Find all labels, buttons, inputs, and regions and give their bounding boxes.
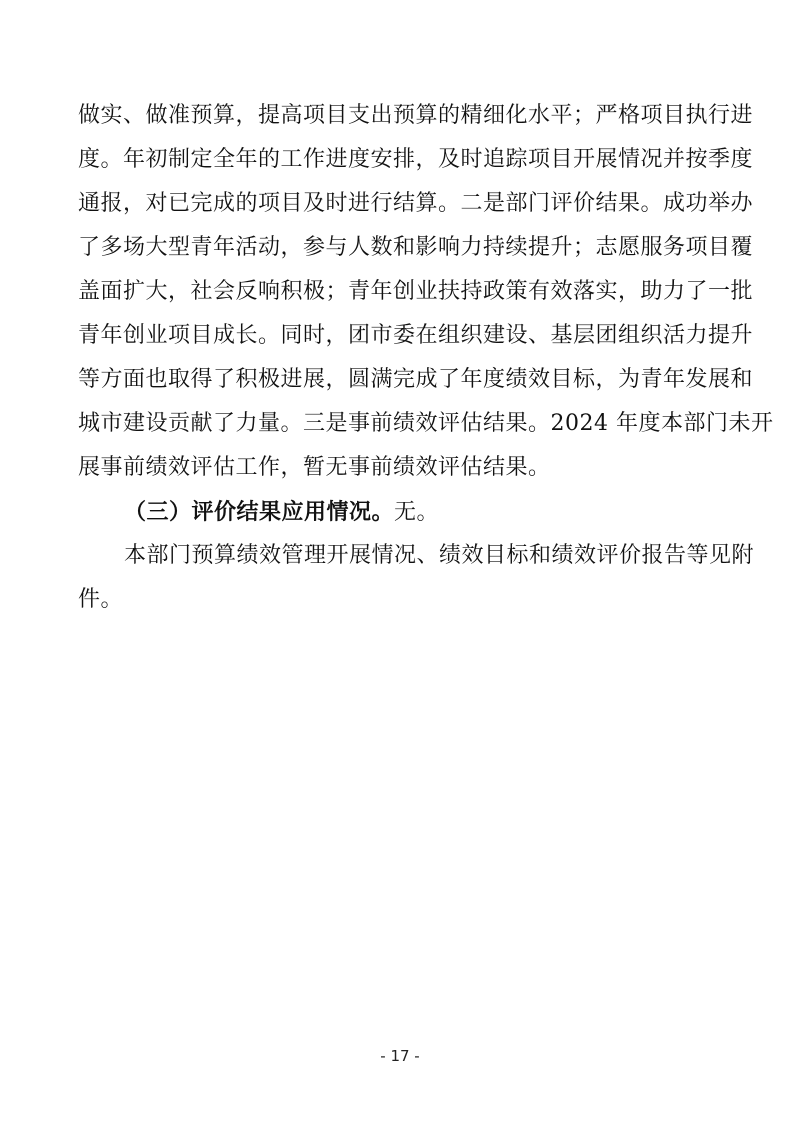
section-heading-line bbox=[124, 498, 728, 527]
page-number: - 17 - bbox=[380, 1047, 420, 1065]
paragraph-line-1: 做实、做准预算，提高项目支出预算的精细化水平；严格项目执行进 bbox=[78, 103, 754, 128]
paragraph-line-2: 度。年初制定全年的工作进度安排，及时追踪项目开展情况并按季度 bbox=[78, 147, 754, 172]
paragraph-line-9: 展事前绩效评估工作，暂无事前绩效评估结果。 bbox=[78, 455, 551, 480]
paragraph-line-7: 等方面也取得了积极进展，圆满完成了年度绩效目标，为青年发展和 bbox=[78, 367, 754, 392]
section-heading: （三）评价结果应用情况。 bbox=[124, 499, 395, 525]
closing-line-1: 本部门预算绩效管理开展情况、绩效目标和绩效评价报告等见附 bbox=[124, 543, 755, 568]
paragraph-line-3: 通报，对已完成的项目及时进行结算。二是部门评价结果。成功举办 bbox=[78, 191, 754, 216]
section-text: 无。 bbox=[394, 500, 440, 525]
paragraph-line-4: 了多场大型青年活动，参与人数和影响力持续提升；志愿服务项目覆 bbox=[78, 235, 754, 260]
paragraph-line-5: 盖面扩大，社会反响积极；青年创业扶持政策有效落实，助力了一批 bbox=[78, 279, 754, 304]
paragraph-line-8: 城市建设贡献了力量。三是事前绩效评估结果。2024 年度本部门未开 bbox=[78, 411, 774, 436]
paragraph-line-6: 青年创业项目成长。同时，团市委在组织建设、基层团组织活力提升 bbox=[78, 323, 754, 348]
closing-line-2: 件。 bbox=[78, 587, 124, 612]
